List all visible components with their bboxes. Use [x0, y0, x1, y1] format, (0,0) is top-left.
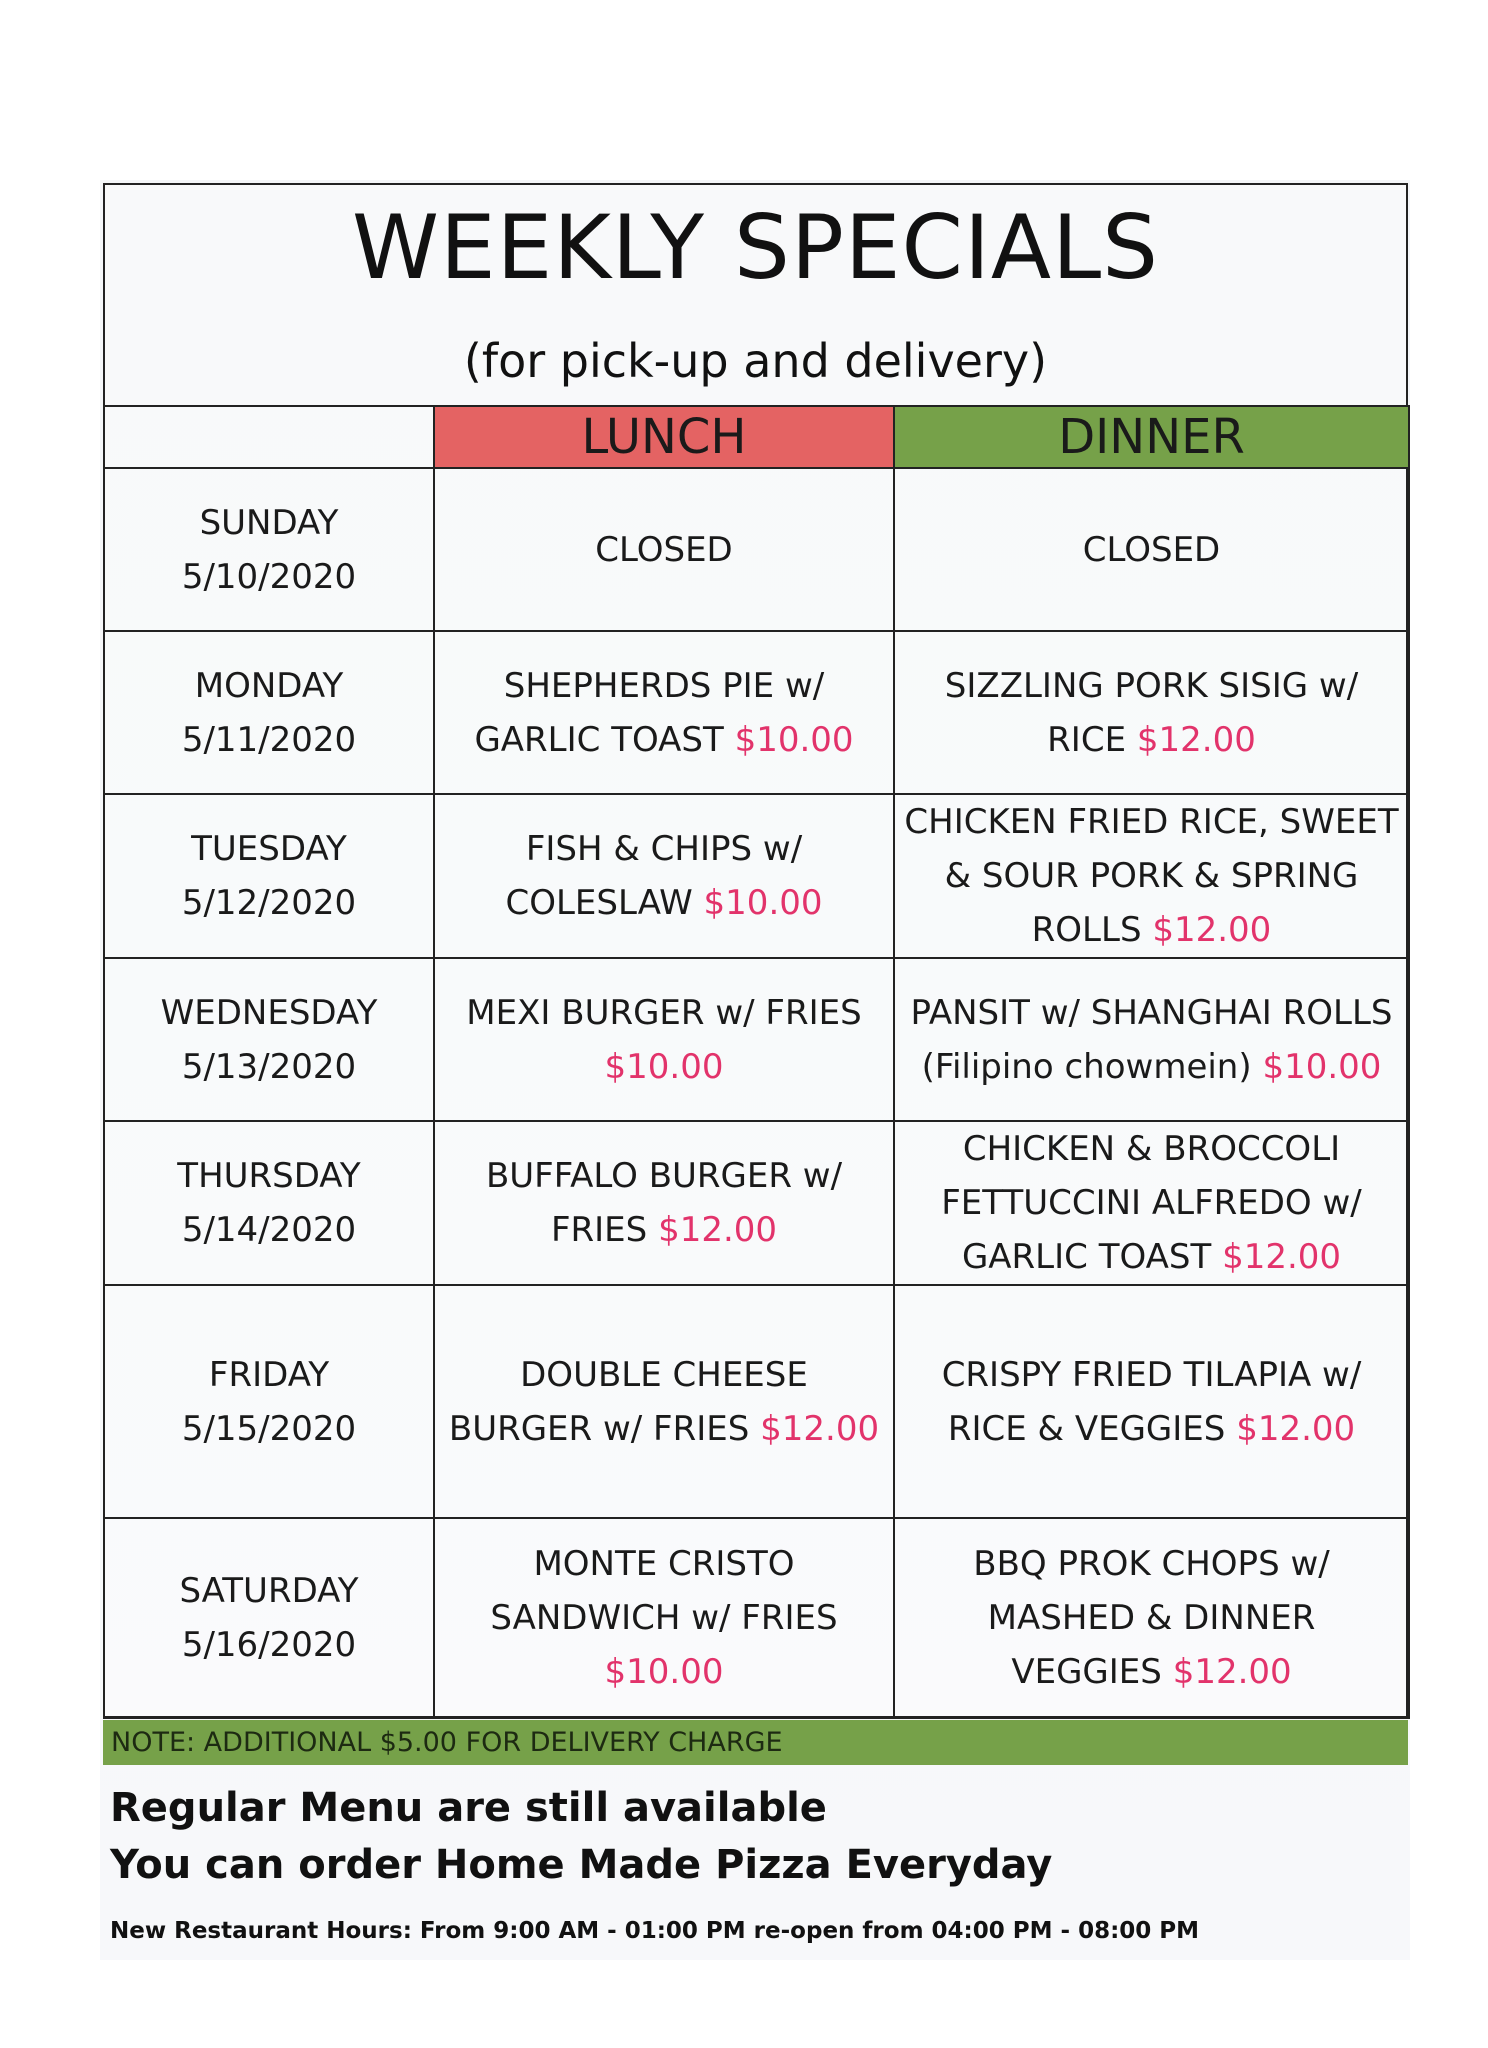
day-cell [104, 631, 434, 794]
dinner-price: $12.00 [1136, 719, 1256, 760]
lunch-cell [434, 794, 894, 958]
dinner-item-text: GARLIC TOAST [961, 1237, 1212, 1277]
lunch-price: $10.00 [734, 719, 854, 760]
lunch-item-text: SANDWICH w/ FRIES [490, 1598, 838, 1638]
dinner-cell [894, 468, 1409, 631]
dinner-item-text: CHICKEN & BROCCOLI [962, 1129, 1341, 1169]
day-name: SATURDAY [179, 1571, 359, 1611]
dinner-item-text: FETTUCCINI ALFREDO w/ [941, 1183, 1362, 1223]
day-cell [104, 1121, 434, 1285]
lunch-item-text: DOUBLE CHEESE [520, 1354, 808, 1395]
dinner-item-line [897, 1040, 1406, 1094]
day-date: 5/12/2020 [181, 883, 357, 923]
lunch-item-line [437, 713, 891, 767]
lunch-price: $10.00 [604, 1652, 724, 1692]
dinner-item-line [897, 795, 1406, 849]
day-name: FRIDAY [208, 1354, 330, 1395]
specials-rows [104, 468, 1409, 1718]
specials-table [103, 405, 1410, 1719]
day-row [104, 1121, 1409, 1285]
day-row [104, 958, 1409, 1121]
day-date: 5/15/2020 [181, 1408, 357, 1449]
delivery-note: NOTE: ADDITIONAL $5.00 FOR DELIVERY CHARGE [103, 1720, 1408, 1765]
lunch-item-text: SHEPHERDS PIE w/ [503, 665, 825, 706]
dinner-item-text: CLOSED [1082, 529, 1221, 570]
lunch-item-line [437, 523, 891, 577]
dinner-item-line [897, 1402, 1406, 1456]
lunch-item-text: COLESLAW [505, 883, 693, 923]
dinner-price: $12.00 [1236, 1408, 1356, 1449]
lunch-item-line [437, 1348, 891, 1402]
day-name: THURSDAY [177, 1156, 361, 1196]
lunch-item-line [437, 1149, 891, 1203]
dinner-item-line [897, 1537, 1406, 1591]
page-subtitle: (for pick-up and delivery) [463, 334, 1048, 388]
dinner-item-line [897, 1591, 1406, 1645]
dinner-item-text: CRISPY FRIED TILAPIA w/ [941, 1354, 1362, 1395]
dinner-cell [894, 958, 1409, 1121]
lunch-item-line [437, 1040, 891, 1094]
dinner-item-text: ROLLS [1031, 910, 1142, 950]
pizza-text: You can order Home Made Pizza Everyday [110, 1842, 1053, 1888]
day-cell [104, 1518, 434, 1718]
dinner-item-line [897, 1176, 1406, 1230]
lunch-item-text: GARLIC TOAST [474, 719, 724, 760]
day-cell [104, 958, 434, 1121]
day-date: 5/10/2020 [181, 556, 357, 597]
lunch-item-line [437, 1591, 891, 1645]
dinner-item-line [897, 1122, 1406, 1176]
day-row [104, 468, 1409, 631]
day-date: 5/16/2020 [181, 1625, 357, 1665]
dinner-price: $12.00 [1152, 910, 1272, 950]
dinner-item-line [897, 713, 1406, 767]
dinner-item-line [897, 659, 1406, 713]
day-cell [104, 468, 434, 631]
lunch-item-line [437, 1203, 891, 1257]
dinner-item-line [897, 903, 1406, 957]
dinner-item-text: BBQ PROK CHOPS w/ [973, 1544, 1330, 1584]
lunch-item-text: FRIES [550, 1210, 648, 1250]
day-row [104, 794, 1409, 958]
lunch-price: $10.00 [703, 883, 823, 923]
lunch-item-line [437, 1645, 891, 1699]
lunch-item-text: CLOSED [595, 529, 733, 570]
lunch-item-line [437, 822, 891, 876]
dinner-cell [894, 1121, 1409, 1285]
dinner-item-line [897, 1645, 1406, 1699]
day-date: 5/13/2020 [181, 1046, 357, 1087]
dinner-item-text: RICE [1047, 719, 1127, 760]
header-blank-cell [104, 406, 434, 468]
restaurant-hours: New Restaurant Hours: From 9:00 AM - 01:00 PM re-open from 04:00 PM - 08:00 PM [110, 1918, 1200, 1944]
dinner-item-line [897, 523, 1406, 577]
lunch-header: LUNCH [434, 406, 894, 468]
day-cell [104, 1285, 434, 1518]
dinner-item-line [897, 849, 1406, 903]
day-name: SUNDAY [199, 502, 339, 543]
lunch-cell [434, 468, 894, 631]
dinner-price: $12.00 [1222, 1237, 1342, 1277]
dinner-price: $10.00 [1262, 1046, 1382, 1087]
lunch-price: $12.00 [658, 1210, 778, 1250]
day-cell [104, 794, 434, 958]
day-name: MONDAY [194, 665, 344, 706]
lunch-item-line [437, 986, 891, 1040]
day-name: TUESDAY [191, 829, 347, 869]
lunch-item-line [437, 659, 891, 713]
dinner-item-text: (Filipino chowmein) [921, 1046, 1252, 1087]
dinner-cell [894, 1285, 1409, 1518]
lunch-item-line [437, 1402, 891, 1456]
page-title: WEEKLY SPECIALS [352, 196, 1159, 299]
header-row [104, 406, 1409, 468]
lunch-item-text: FISH & CHIPS w/ [525, 829, 803, 869]
lunch-item-line [437, 1537, 891, 1591]
lunch-price: $10.00 [604, 1046, 724, 1087]
dinner-item-text: PANSIT w/ SHANGHAI ROLLS [910, 992, 1393, 1033]
lunch-cell [434, 1518, 894, 1718]
dinner-item-text: CHICKEN FRIED RICE, SWEET [904, 802, 1399, 842]
day-row [104, 631, 1409, 794]
lunch-item-text: BURGER w/ FRIES [448, 1408, 750, 1449]
dinner-item-text: & SOUR PORK & SPRING [944, 856, 1359, 896]
dinner-item-text: MASHED & DINNER [987, 1598, 1316, 1638]
dinner-item-text: SIZZLING PORK SISIG w/ [944, 665, 1359, 706]
lunch-item-line [437, 876, 891, 930]
lunch-cell [434, 1121, 894, 1285]
dinner-cell [894, 631, 1409, 794]
lunch-cell [434, 958, 894, 1121]
dinner-item-line [897, 1230, 1406, 1284]
lunch-item-text: MEXI BURGER w/ FRIES [466, 992, 862, 1033]
day-date: 5/11/2020 [181, 719, 357, 760]
dinner-item-text: RICE & VEGGIES [947, 1408, 1226, 1449]
dinner-item-line [897, 986, 1406, 1040]
lunch-item-text: MONTE CRISTO [533, 1544, 795, 1584]
day-name: WEDNESDAY [160, 992, 378, 1033]
dinner-item-text: VEGGIES [1011, 1652, 1162, 1692]
dinner-cell [894, 1518, 1409, 1718]
dinner-item-line [897, 1348, 1406, 1402]
lunch-price: $12.00 [760, 1408, 880, 1449]
dinner-header: DINNER [894, 406, 1409, 468]
dinner-cell [894, 794, 1409, 958]
lunch-cell [434, 1285, 894, 1518]
regular-menu-text: Regular Menu are still available [110, 1785, 827, 1831]
day-row [104, 1518, 1409, 1718]
day-date: 5/14/2020 [181, 1210, 357, 1250]
day-row [104, 1285, 1409, 1518]
lunch-cell [434, 631, 894, 794]
lunch-item-text: BUFFALO BURGER w/ [485, 1156, 843, 1196]
dinner-price: $12.00 [1172, 1652, 1292, 1692]
